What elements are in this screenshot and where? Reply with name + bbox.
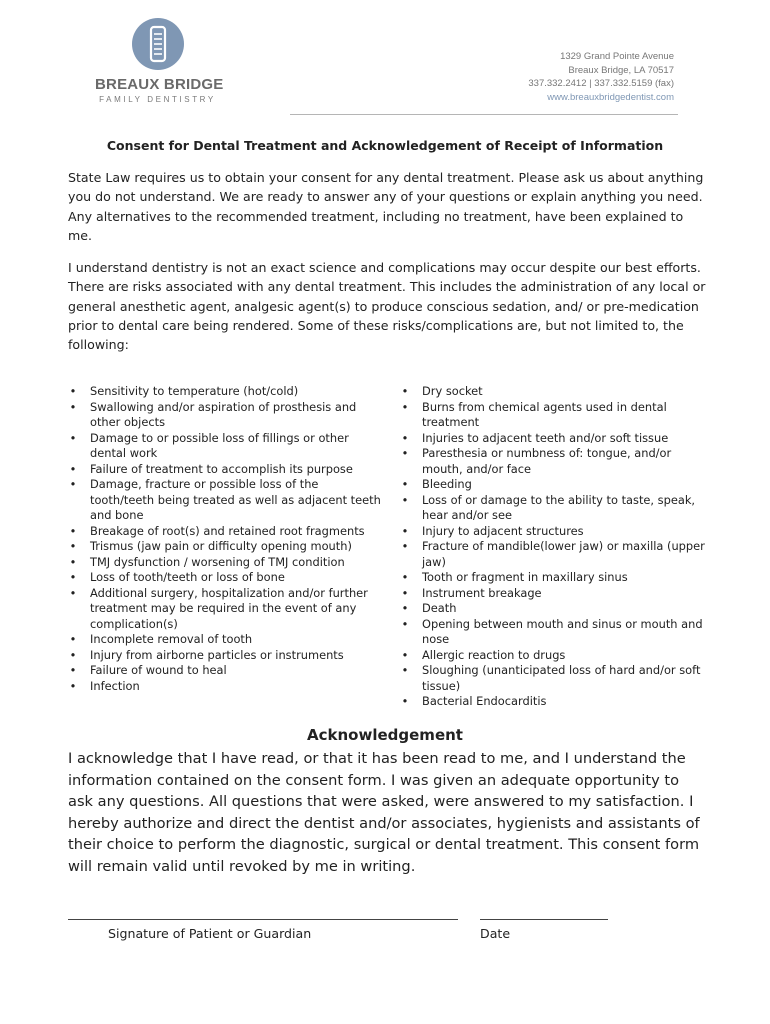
practice-subtitle: FAMILY DENTISTRY	[99, 95, 216, 104]
bullet-icon: •	[401, 384, 409, 398]
bullet-icon: •	[69, 477, 77, 491]
consent-paragraph-1: State Law requires us to obtain your consent for any dental treatment. Please ask us about anything you do not understand. We are ready to answer any of your questions or explain anything you need. Any alternatives to the recommended treatment, including no treatment, have been explained to me.	[68, 170, 704, 243]
tooth-logo-icon	[132, 18, 184, 70]
date-line[interactable]	[480, 919, 608, 920]
bullet-icon: •	[401, 616, 409, 631]
bullet-icon: •	[401, 663, 409, 677]
bullet-icon: •	[401, 694, 409, 708]
list-item	[400, 384, 710, 400]
bullet-icon: •	[401, 539, 409, 553]
risk-text: Instrument breakage	[422, 585, 542, 600]
risk-text: Incomplete removal of tooth	[90, 632, 253, 646]
bullet-icon: •	[401, 601, 409, 615]
list-item	[400, 431, 710, 447]
bullet-icon: •	[69, 430, 77, 445]
document-title: Consent for Dental Treatment and Acknowledgement of Receipt of Information	[106, 138, 664, 153]
list-item	[400, 648, 710, 664]
list-item	[400, 493, 710, 524]
risk-list-left	[68, 384, 383, 694]
risk-text: Trismus (jaw pain or difficulty opening mouth)	[90, 539, 352, 553]
list-item	[400, 663, 710, 694]
list-item	[68, 679, 383, 695]
risk-text: Injury from airborne particles or instruments	[90, 647, 344, 662]
bullet-icon: •	[69, 461, 77, 476]
list-item	[68, 648, 383, 664]
list-item	[68, 570, 383, 586]
risk-text: Tooth or fragment in maxillary sinus	[422, 570, 628, 584]
website-link[interactable]: www.breauxbridgedentist.com	[547, 91, 674, 103]
risk-text: Bleeding	[422, 477, 472, 491]
practice-address	[528, 50, 674, 104]
phone-fax: 337.332.2412 | 337.332.5159 (fax)	[528, 78, 674, 89]
risk-text: Loss of tooth/teeth or loss of bone	[90, 570, 285, 584]
bullet-icon: •	[401, 585, 409, 600]
risk-text: Failure of wound to heal	[90, 663, 227, 677]
bullet-icon: •	[401, 570, 409, 584]
signature-label: Signature of Patient or Guardian	[108, 926, 312, 941]
bullet-icon: •	[69, 585, 77, 600]
list-item	[68, 663, 383, 679]
list-item	[400, 570, 710, 586]
bullet-icon: •	[69, 523, 77, 538]
date-label: Date	[480, 926, 511, 941]
address-line-2: Breaux Bridge, LA 70517	[568, 64, 674, 76]
risk-text: Burns from chemical agents used in dental treatment	[422, 399, 667, 429]
risk-text: Swallowing and/or aspiration of prosthesis and other objects	[90, 399, 357, 429]
list-item	[68, 431, 383, 462]
bullet-icon: •	[69, 539, 77, 553]
bullet-icon: •	[401, 523, 409, 538]
bullet-icon: •	[69, 663, 77, 677]
risk-text: Dry socket	[422, 384, 483, 398]
list-item	[68, 400, 383, 431]
risk-list-right	[400, 384, 710, 710]
risk-text: Infection	[90, 678, 140, 693]
address-line-1: 1329 Grand Pointe Avenue	[560, 51, 674, 62]
list-item	[400, 539, 710, 570]
risk-text: Loss of or damage to the ability to taste, speak, hear and/or see	[422, 492, 696, 522]
header-divider	[290, 114, 678, 115]
list-item	[400, 617, 710, 648]
bullet-icon: •	[69, 678, 77, 693]
list-item	[400, 446, 710, 477]
list-item	[68, 632, 383, 648]
risk-text: Additional surgery, hospitalization and/or further treatment may be required in the event of any complication(s)	[90, 585, 368, 631]
list-item	[68, 384, 383, 400]
risk-text: Damage, fracture or possible loss of the tooth/teeth being treated as well as adjacent teeth and bone	[90, 477, 381, 522]
list-item	[400, 601, 710, 617]
risk-text: Damage to or possible loss of fillings or other dental work	[90, 430, 349, 460]
bullet-icon: •	[69, 632, 77, 646]
bullet-icon: •	[69, 554, 77, 569]
risk-text: Bacterial Endocarditis	[422, 694, 547, 708]
practice-name: BREAUX BRIDGE	[95, 76, 224, 93]
list-item	[68, 524, 383, 540]
risk-text: TMJ dysfunction / worsening of TMJ condition	[90, 554, 345, 569]
risk-text: Paresthesia or numbness of: tongue, and/or mouth, and/or face	[422, 446, 672, 476]
bullet-icon: •	[401, 446, 409, 460]
bullet-icon: •	[69, 399, 77, 414]
risk-text: Breakage of root(s) and retained root fragments	[90, 523, 365, 538]
risk-text: Fracture of mandible(lower jaw) or maxilla (upper jaw)	[422, 539, 705, 569]
risk-text: Sloughing (unanticipated loss of hard and/or soft tissue)	[422, 663, 701, 693]
acknowledgement-heading: Acknowledgement	[307, 726, 463, 744]
bullet-icon: •	[69, 384, 77, 398]
list-item	[400, 477, 710, 493]
risk-text: Allergic reaction to drugs	[422, 647, 566, 662]
risk-text: Injuries to adjacent teeth and/or soft tissue	[422, 430, 669, 445]
bullet-icon: •	[69, 570, 77, 584]
signature-line[interactable]	[68, 919, 458, 920]
consent-paragraph-2: I understand dentistry is not an exact science and complications may occur despite our best efforts. There are risks associated with any dental treatment. This includes the administration of any local or general anesthetic agent, analgesic agent(s) to produce conscious sedation, and/ or pre-medication prior to dental care being rendered. Some of these risks/complications are, but not limited to, the following:	[68, 260, 706, 353]
acknowledgement-text: I acknowledge that I have read, or that it has been read to me, and I understand the information contained on the consent form. I was given an adequate opportunity to ask any questions. All questions that were asked, were answered to my satisfaction. I hereby authorize and direct the dentist and/or associates, hygienists and assistants of their choice to perform the diagnostic, surgical or dental treatment. This consent form will remain valid until revoked by me in writing.	[68, 750, 700, 875]
list-item	[68, 586, 383, 633]
risk-text: Injury to adjacent structures	[422, 523, 584, 538]
bullet-icon: •	[401, 430, 409, 445]
bullet-icon: •	[401, 647, 409, 662]
list-item	[68, 477, 383, 524]
bullet-icon: •	[401, 399, 409, 414]
bullet-icon: •	[69, 647, 77, 662]
list-item	[68, 539, 383, 555]
list-item	[400, 400, 710, 431]
risk-text: Death	[422, 601, 457, 615]
list-item	[68, 555, 383, 571]
risk-text: Failure of treatment to accomplish its purpose	[90, 461, 353, 476]
risk-text: Sensitivity to temperature (hot/cold)	[90, 384, 299, 398]
list-item	[68, 462, 383, 478]
list-item	[400, 694, 710, 710]
list-item	[400, 524, 710, 540]
risk-text: Opening between mouth and sinus or mouth and nose	[422, 616, 703, 646]
bullet-icon: •	[401, 492, 409, 507]
bullet-icon: •	[401, 477, 409, 491]
list-item	[400, 586, 710, 602]
